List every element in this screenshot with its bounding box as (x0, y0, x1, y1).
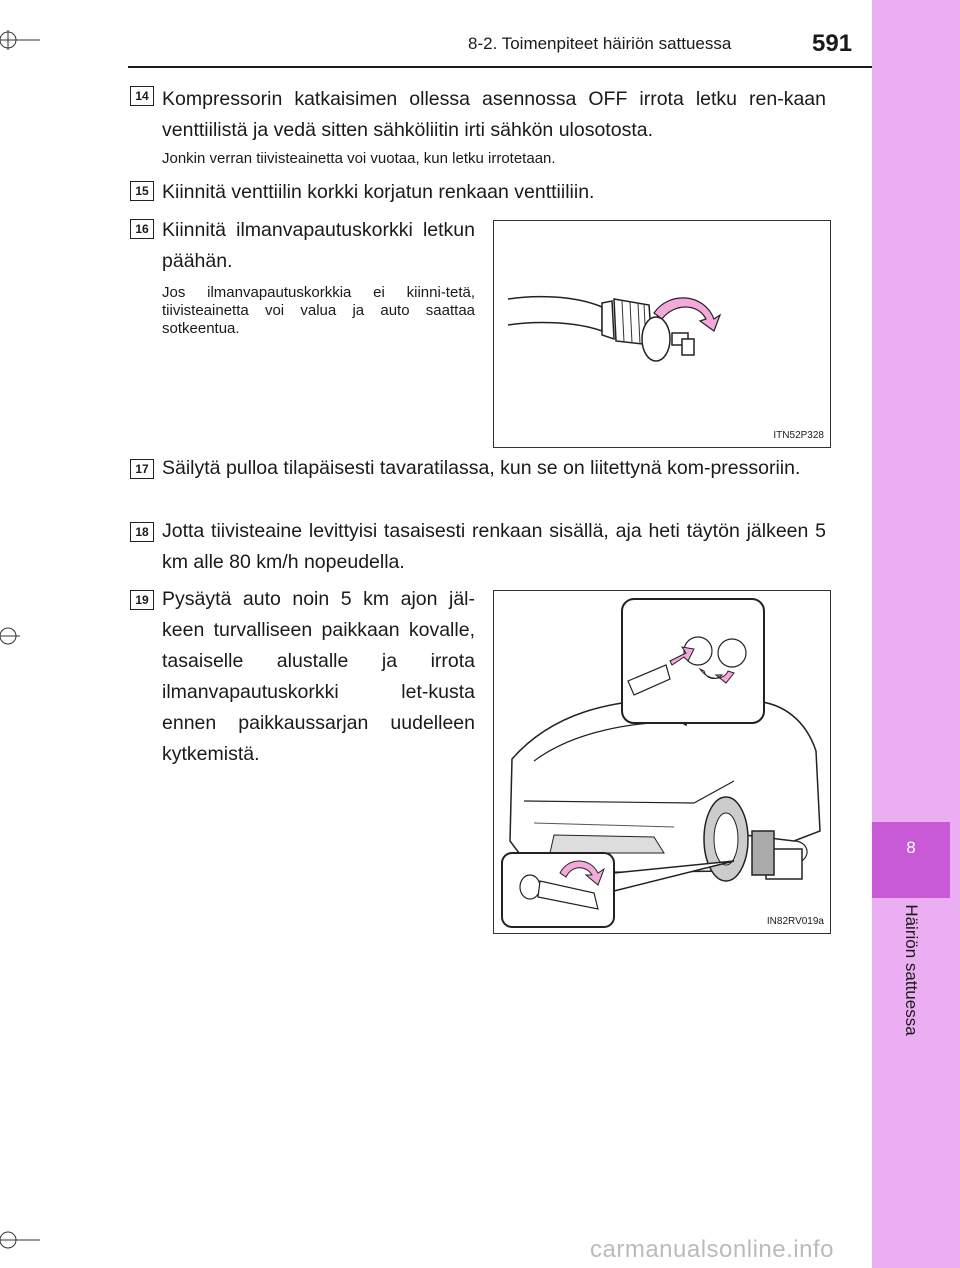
section-title: 8-2. Toimenpiteet häiriön sattuessa (468, 34, 732, 53)
step-text: Kiinnitä venttiilin korkki korjatun renkaan venttiiliin. (162, 181, 595, 203)
chapter-tab (872, 822, 950, 898)
figure-code: ITN52P328 (773, 430, 824, 441)
figure-car-repair-kit (493, 590, 831, 934)
figure-code: IN82RV019a (766, 916, 824, 927)
figure-hose-cap (493, 220, 831, 448)
car-illustration (494, 591, 830, 933)
step-note: Jos ilmanvapautuskorkkia ei kiinni-tetä, tiivisteainetta voi valua ja auto saattaa sotkeentua. (162, 284, 475, 337)
chapter-sidebar (872, 0, 960, 1268)
page-number: 591 (812, 30, 853, 57)
step-text: Säilytä pulloa tilapäisesti tavaratilassa, kun se on liitettynä kom-pressoriin. (162, 457, 801, 479)
hose-cap-illustration (494, 221, 830, 447)
step-number: 16 (130, 219, 154, 239)
step-number: 18 (130, 522, 154, 542)
step-number: 14 (130, 86, 154, 106)
step-text: Kompressorin katkaisimen ollessa asennossa OFF irrota letku ren-kaan venttiilistä ja vedä sitten sähköliitin irti sähkön ulosotosta. (162, 88, 826, 141)
step-text: Jotta tiivisteaine levittyisi tasaisesti renkaan sisällä, aja heti täytön jälkeen 5 km alle 80 km/h nopeudella. (162, 520, 826, 573)
step-note: Jonkin verran tiivisteainetta voi vuotaa, kun letku irrotetaan. (162, 150, 556, 167)
step-number: 19 (130, 590, 154, 610)
step-text: Pysäytä auto noin 5 km ajon jäl-keen turvalliseen paikkaan kovalle, tasaiselle alustalle ja irrota ilmanvapautuskorkki let-kusta ennen paikkaussarjan uudelleen kytkemistä. (162, 588, 475, 765)
step-number: 17 (130, 459, 154, 479)
watermark: carmanualsonline.info (590, 1236, 834, 1263)
chapter-title: Häiriön sattuessa (902, 904, 921, 1036)
step-text: Kiinnitä ilmanvapautuskorkki letkun päähän. (162, 219, 475, 272)
chapter-number: 8 (906, 838, 916, 857)
header-rule (128, 66, 872, 68)
step-number: 15 (130, 181, 154, 201)
